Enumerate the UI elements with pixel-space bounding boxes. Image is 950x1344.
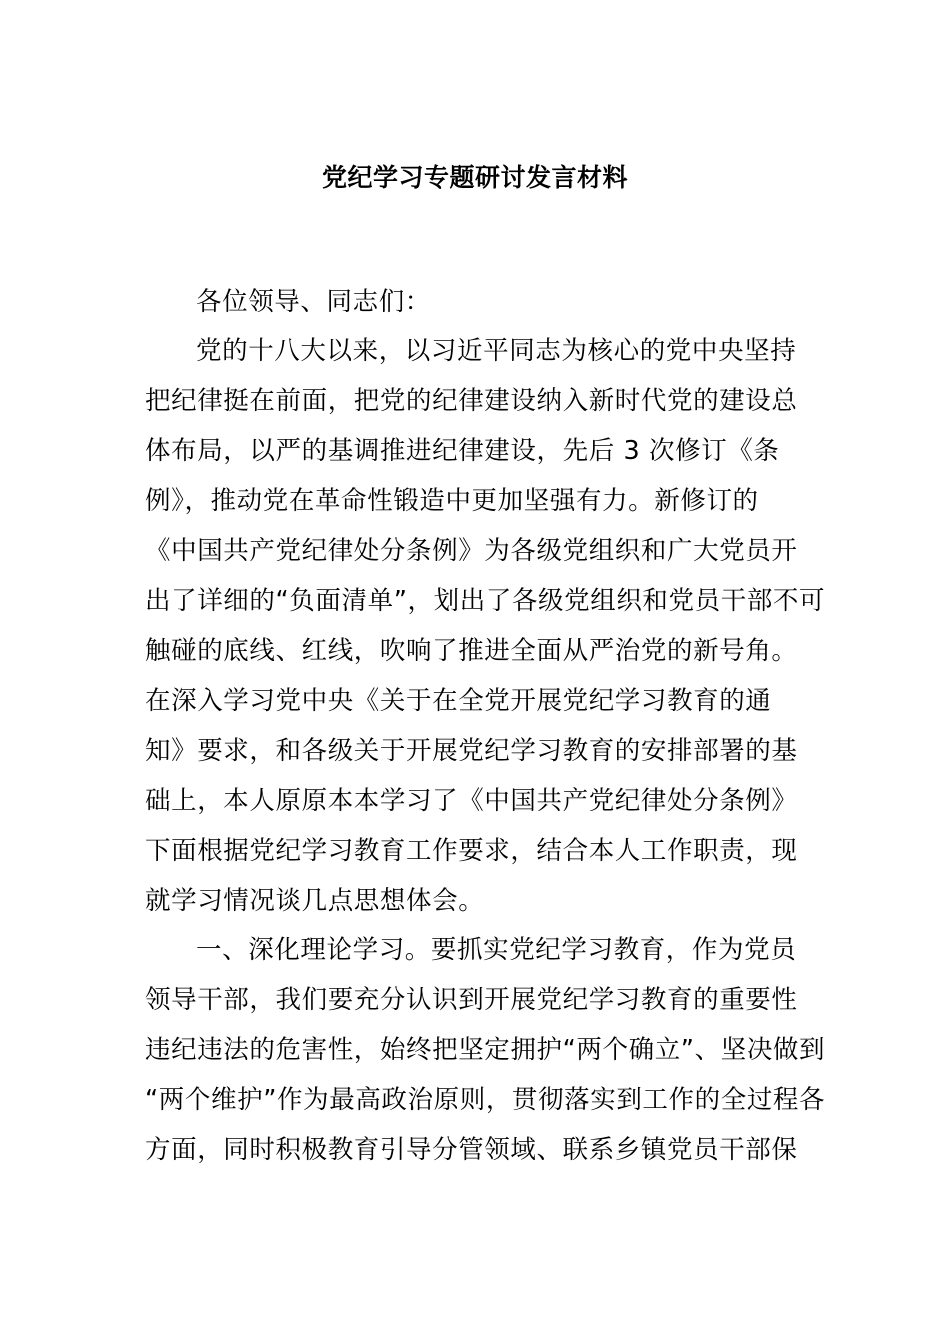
paragraph-line: 违纪违法的危害性，始终把坚定拥护“两个确立”、坚决做到	[145, 1035, 826, 1065]
paragraph-line: “两个维护”作为最高政治原则，贯彻落实到工作的全过程各	[145, 1085, 826, 1115]
paragraph-line: 方面，同时积极教育引导分管领域、联系乡镇党员干部保	[145, 1135, 798, 1165]
paragraph-line: 在深入学习党中央《关于在全党开展党纪学习教育的通	[145, 686, 772, 716]
paragraph-line: 领导干部，我们要充分认识到开展党纪学习教育的重要性	[145, 985, 798, 1015]
paragraph-line: 出了详细的“负面清单”，划出了各级党组织和党员干部不可	[145, 586, 826, 616]
paragraph-line: 党的十八大以来，以习近平同志为核心的党中央坚持	[196, 336, 797, 366]
paragraph-line: 《中国共产党纪律处分条例》为各级党组织和广大党员开	[145, 536, 798, 566]
paragraph-line: 下面根据党纪学习教育工作要求，结合本人工作职责，现	[145, 836, 798, 866]
paragraph-line: 把纪律挺在前面，把党的纪律建设纳入新时代党的建设总	[145, 386, 798, 416]
paragraph-line: 础上，本人原原本本学习了《中国共产党纪律处分条例》	[145, 786, 798, 816]
section-heading-line: 一、深化理论学习。要抓实党纪学习教育，作为党员	[196, 935, 797, 965]
paragraph-line: 就学习情况谈几点思想体会。	[145, 886, 485, 916]
paragraph-line: 体布局，以严的基调推进纪律建设，先后 3 次修订《条	[145, 436, 780, 466]
paragraph-line: 触碰的底线、红线，吹响了推进全面从严治党的新号角。	[145, 636, 798, 666]
document-title: 党纪学习专题研讨发言材料	[321, 163, 628, 192]
paragraph-line: 知》要求，和各级关于开展党纪学习教育的安排部署的基	[145, 736, 798, 766]
salutation: 各位领导、同志们：	[196, 287, 431, 317]
paragraph-line: 例》，推动党在革命性锻造中更加坚强有力。新修订的	[145, 486, 759, 516]
